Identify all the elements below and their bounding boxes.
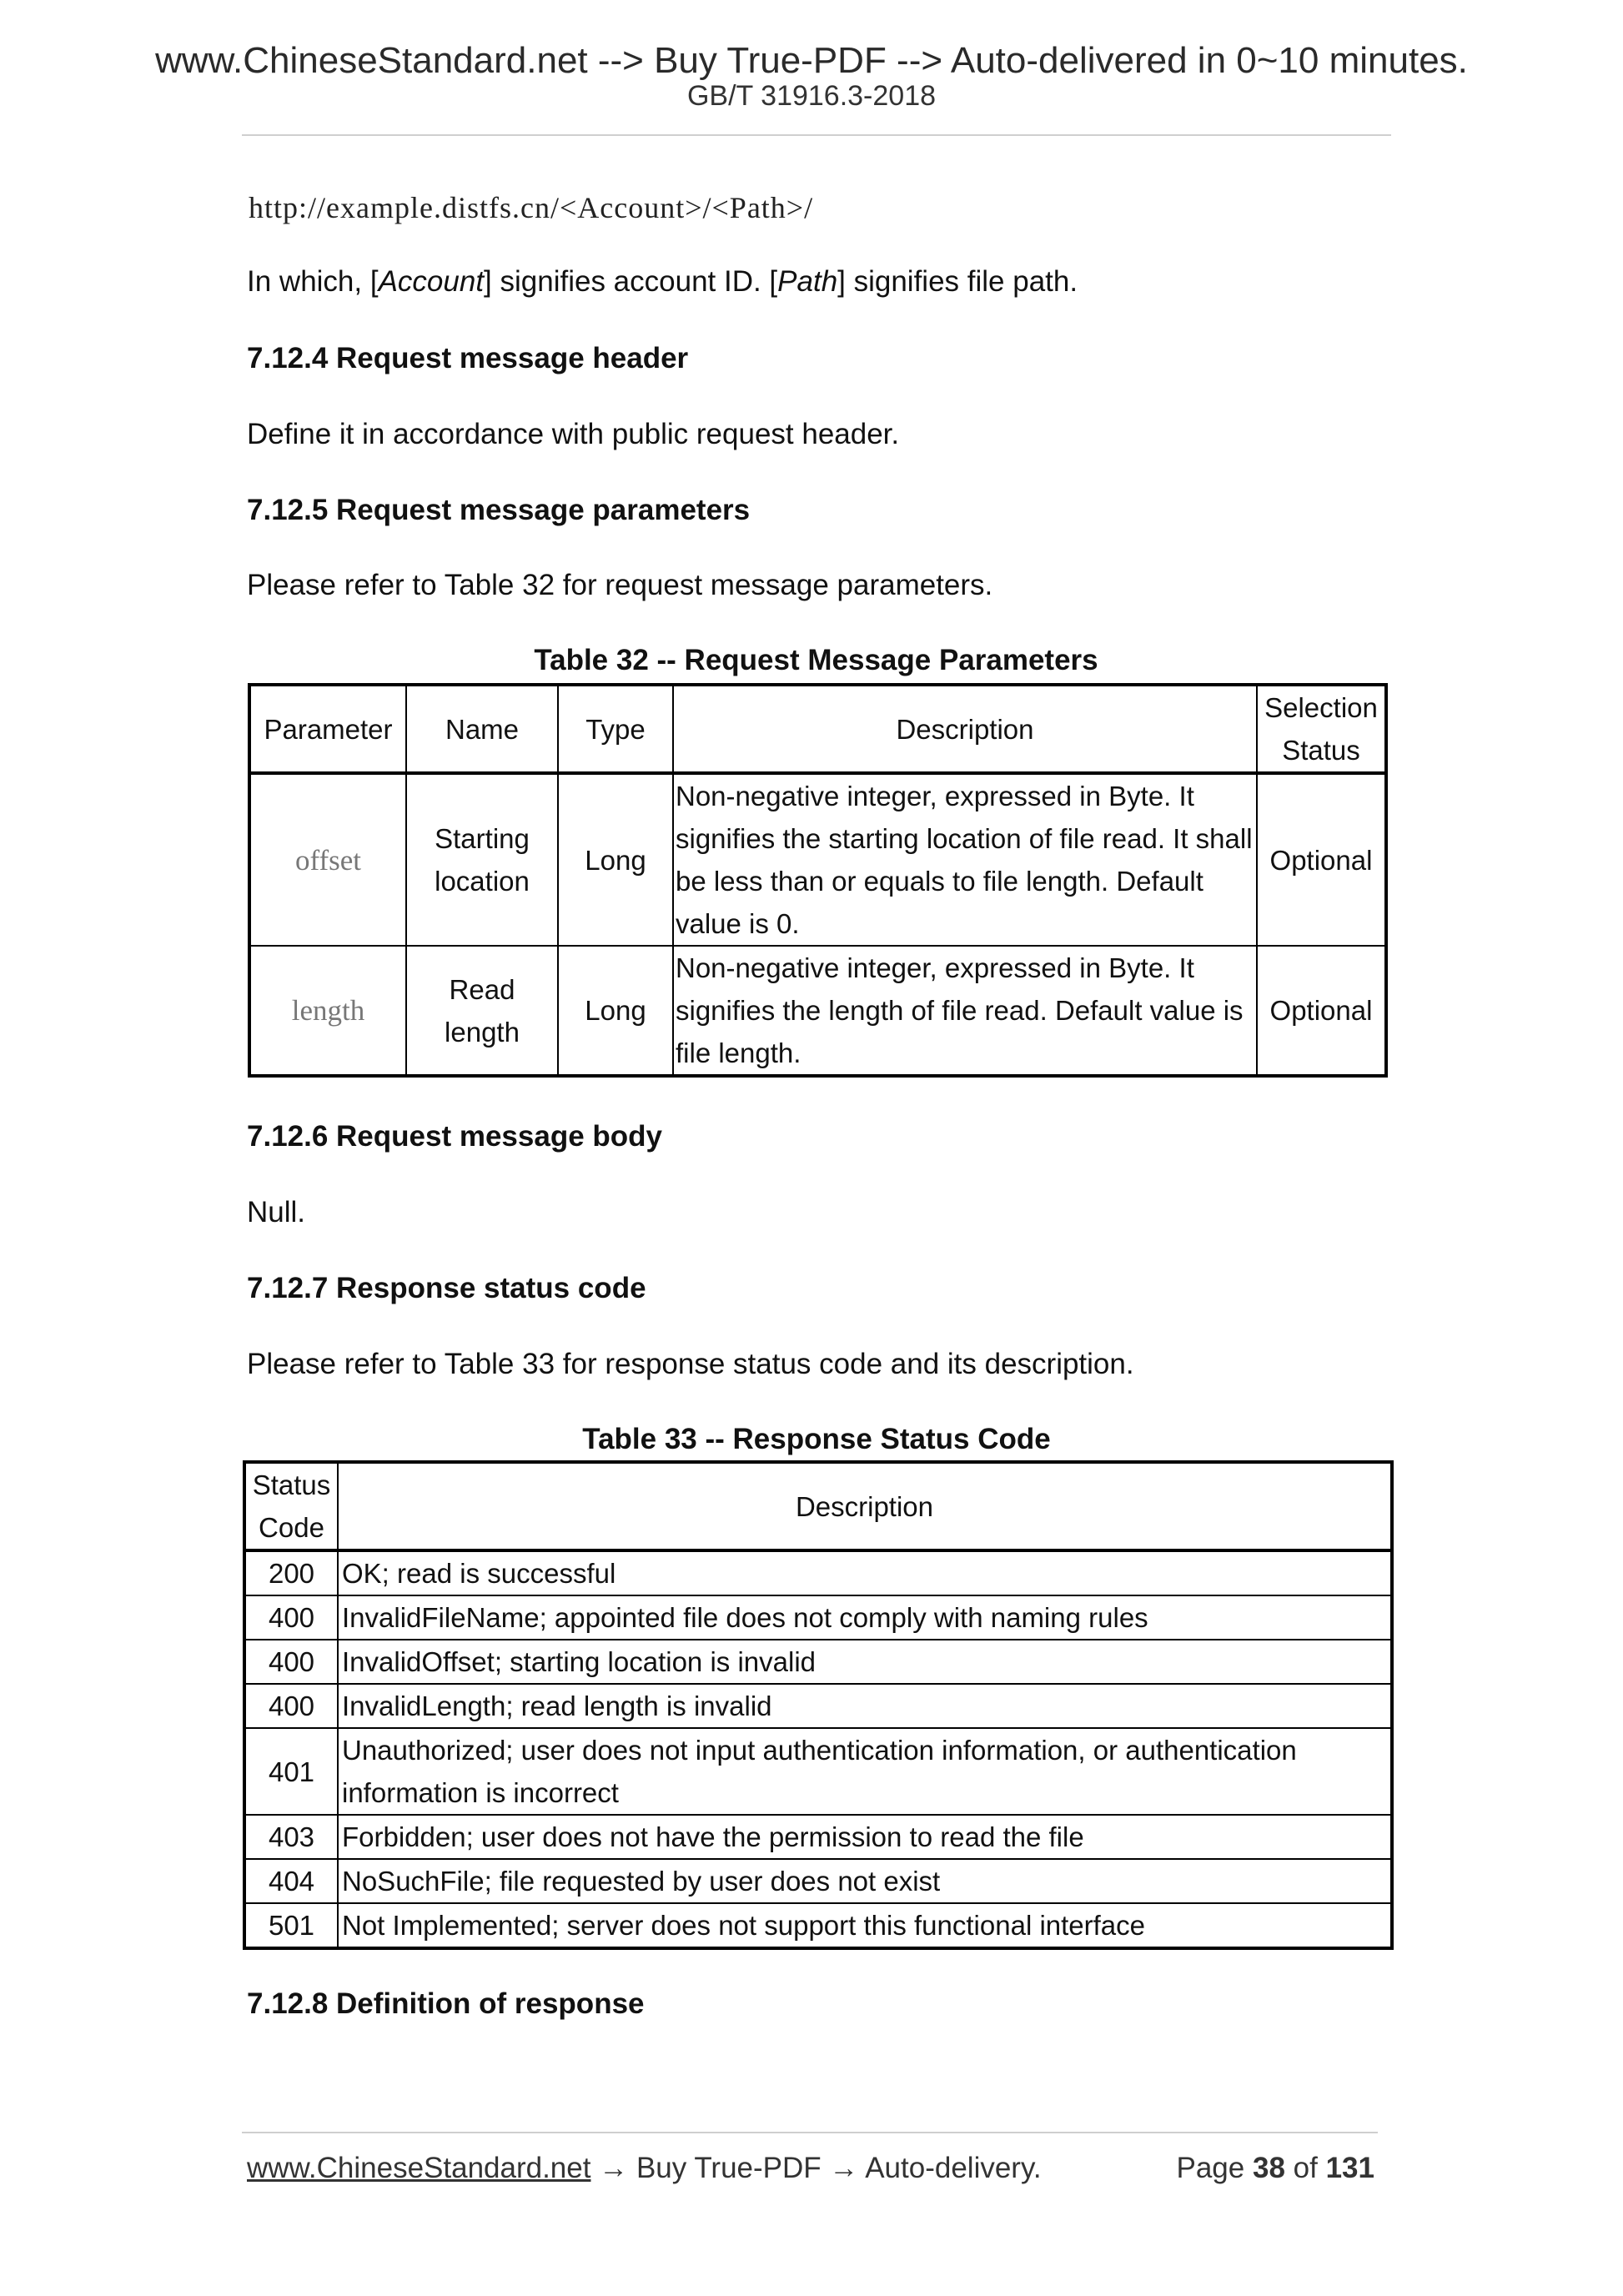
page-label: Page	[1176, 2152, 1245, 2184]
desc-line: be less than or equals to file length. Default	[676, 866, 1203, 897]
header-description: Description	[673, 685, 1257, 773]
paragraph-7-12-7: Please refer to Table 33 for response status code and its description.	[247, 1348, 1134, 1380]
footer-buy: Buy True-PDF	[636, 2152, 822, 2184]
arrow-icon: →	[599, 2152, 629, 2184]
status-description: Forbidden; user does not have the permission to read the file	[338, 1815, 1392, 1859]
status-description: NoSuchFile; file requested by user does not exist	[338, 1859, 1392, 1903]
heading-7-12-5: 7.12.5 Request message parameters	[247, 494, 751, 526]
status-code: 401	[244, 1728, 338, 1815]
url-example: http://example.distfs.cn/<Account>/<Path>/	[249, 191, 814, 224]
heading-7-12-4: 7.12.4 Request message header	[247, 342, 689, 374]
description-cell	[673, 773, 1257, 946]
which-suffix: ] signifies file path.	[837, 265, 1078, 298]
footer-text	[247, 2152, 1042, 2185]
header-status-line1: Status	[252, 1470, 331, 1500]
name-line1: Starting	[435, 823, 530, 854]
table-32-caption: Table 32 -- Request Message Parameters	[534, 644, 1098, 676]
description-cell	[673, 946, 1257, 1076]
desc-line: signifies the length of file read. Default value is	[676, 995, 1244, 1026]
table-row	[249, 773, 1386, 946]
name-cell	[406, 773, 558, 946]
table-row	[244, 1903, 1392, 1948]
table-row	[244, 1684, 1392, 1728]
desc-line: Non-negative integer, expressed in Byte. It	[676, 952, 1194, 983]
page-current: 38	[1252, 2152, 1285, 2184]
table-row	[244, 1640, 1392, 1684]
status-code: 404	[244, 1859, 338, 1903]
status-cell: Optional	[1257, 946, 1386, 1076]
page-total: 131	[1325, 2152, 1374, 2184]
name-line2: length	[445, 1016, 520, 1048]
paragraph-7-12-4: Define it in accordance with public request header.	[247, 418, 900, 450]
status-description: Not Implemented; server does not support this functional interface	[338, 1903, 1392, 1948]
status-description: OK; read is successful	[338, 1550, 1392, 1595]
header-divider	[242, 134, 1391, 136]
param-offset: offset	[249, 773, 406, 946]
desc-line: value is 0.	[676, 908, 800, 939]
header-status-code	[244, 1462, 338, 1550]
table-row	[244, 1728, 1392, 1815]
status-description: InvalidOffset; starting location is invalid	[338, 1640, 1392, 1684]
header-parameter: Parameter	[249, 685, 406, 773]
status-code: 501	[244, 1903, 338, 1948]
status-code: 400	[244, 1684, 338, 1728]
table-33-caption: Table 33 -- Response Status Code	[582, 1423, 1051, 1455]
heading-7-12-6: 7.12.6 Request message body	[247, 1120, 662, 1153]
status-description: InvalidLength; read length is invalid	[338, 1684, 1392, 1728]
desc-line: Unauthorized; user does not input authentication information, or authentication	[342, 1735, 1297, 1766]
table-row	[249, 946, 1386, 1076]
page-of: of	[1293, 2152, 1318, 2184]
table-row	[244, 1859, 1392, 1903]
table-row	[244, 1815, 1392, 1859]
table-row	[244, 1595, 1392, 1640]
status-description	[338, 1728, 1392, 1815]
header-selection-line1: Selection	[1264, 692, 1378, 723]
table-row	[244, 1550, 1392, 1595]
table-33-header-row	[244, 1462, 1392, 1550]
heading-7-12-7: 7.12.7 Response status code	[247, 1272, 646, 1304]
heading-7-12-8: 7.12.8 Definition of response	[247, 1987, 645, 2020]
footer-divider	[242, 2132, 1378, 2133]
param-length: length	[249, 946, 406, 1076]
which-paragraph	[247, 265, 1078, 299]
arrow-icon: →	[829, 2152, 859, 2184]
which-account: Account	[378, 265, 485, 298]
footer-auto: Auto-delivery.	[865, 2152, 1042, 2184]
type-cell: Long	[558, 773, 673, 946]
header-type: Type	[558, 685, 673, 773]
header-description: Description	[338, 1462, 1392, 1550]
header-name: Name	[406, 685, 558, 773]
table-33	[243, 1460, 1394, 1950]
status-code: 200	[244, 1550, 338, 1595]
table-32	[248, 683, 1388, 1078]
header-status-line2: Code	[259, 1512, 324, 1543]
table-32-header-row	[249, 685, 1386, 773]
header-selection-line2: Status	[1282, 735, 1360, 766]
desc-line: file length.	[676, 1037, 801, 1068]
desc-line: information is incorrect	[342, 1777, 619, 1808]
which-prefix: In which, [	[247, 265, 379, 298]
footer-site-link[interactable]: www.ChineseStandard.net	[247, 2152, 591, 2184]
desc-line: signifies the starting location of file read. It shall	[676, 823, 1253, 854]
which-path: Path	[777, 265, 838, 298]
name-line1: Read	[449, 973, 515, 1005]
name-line2: location	[435, 866, 530, 897]
status-code: 400	[244, 1640, 338, 1684]
header-banner: www.ChineseStandard.net --> Buy True-PDF --> Auto-delivered in 0~10 minutes.	[155, 40, 1468, 81]
status-code: 400	[244, 1595, 338, 1640]
page-number	[1177, 2152, 1375, 2185]
type-cell: Long	[558, 946, 673, 1076]
standard-number: GB/T 31916.3-2018	[686, 80, 937, 112]
header-selection-status	[1257, 685, 1386, 773]
name-cell	[406, 946, 558, 1076]
which-mid: ] signifies account ID. [	[484, 265, 778, 298]
paragraph-7-12-5: Please refer to Table 32 for request message parameters.	[247, 569, 993, 601]
desc-line: Non-negative integer, expressed in Byte. It	[676, 781, 1194, 811]
status-description: InvalidFileName; appointed file does not comply with naming rules	[338, 1595, 1392, 1640]
status-code: 403	[244, 1815, 338, 1859]
status-cell: Optional	[1257, 773, 1386, 946]
paragraph-7-12-6: Null.	[247, 1196, 306, 1228]
